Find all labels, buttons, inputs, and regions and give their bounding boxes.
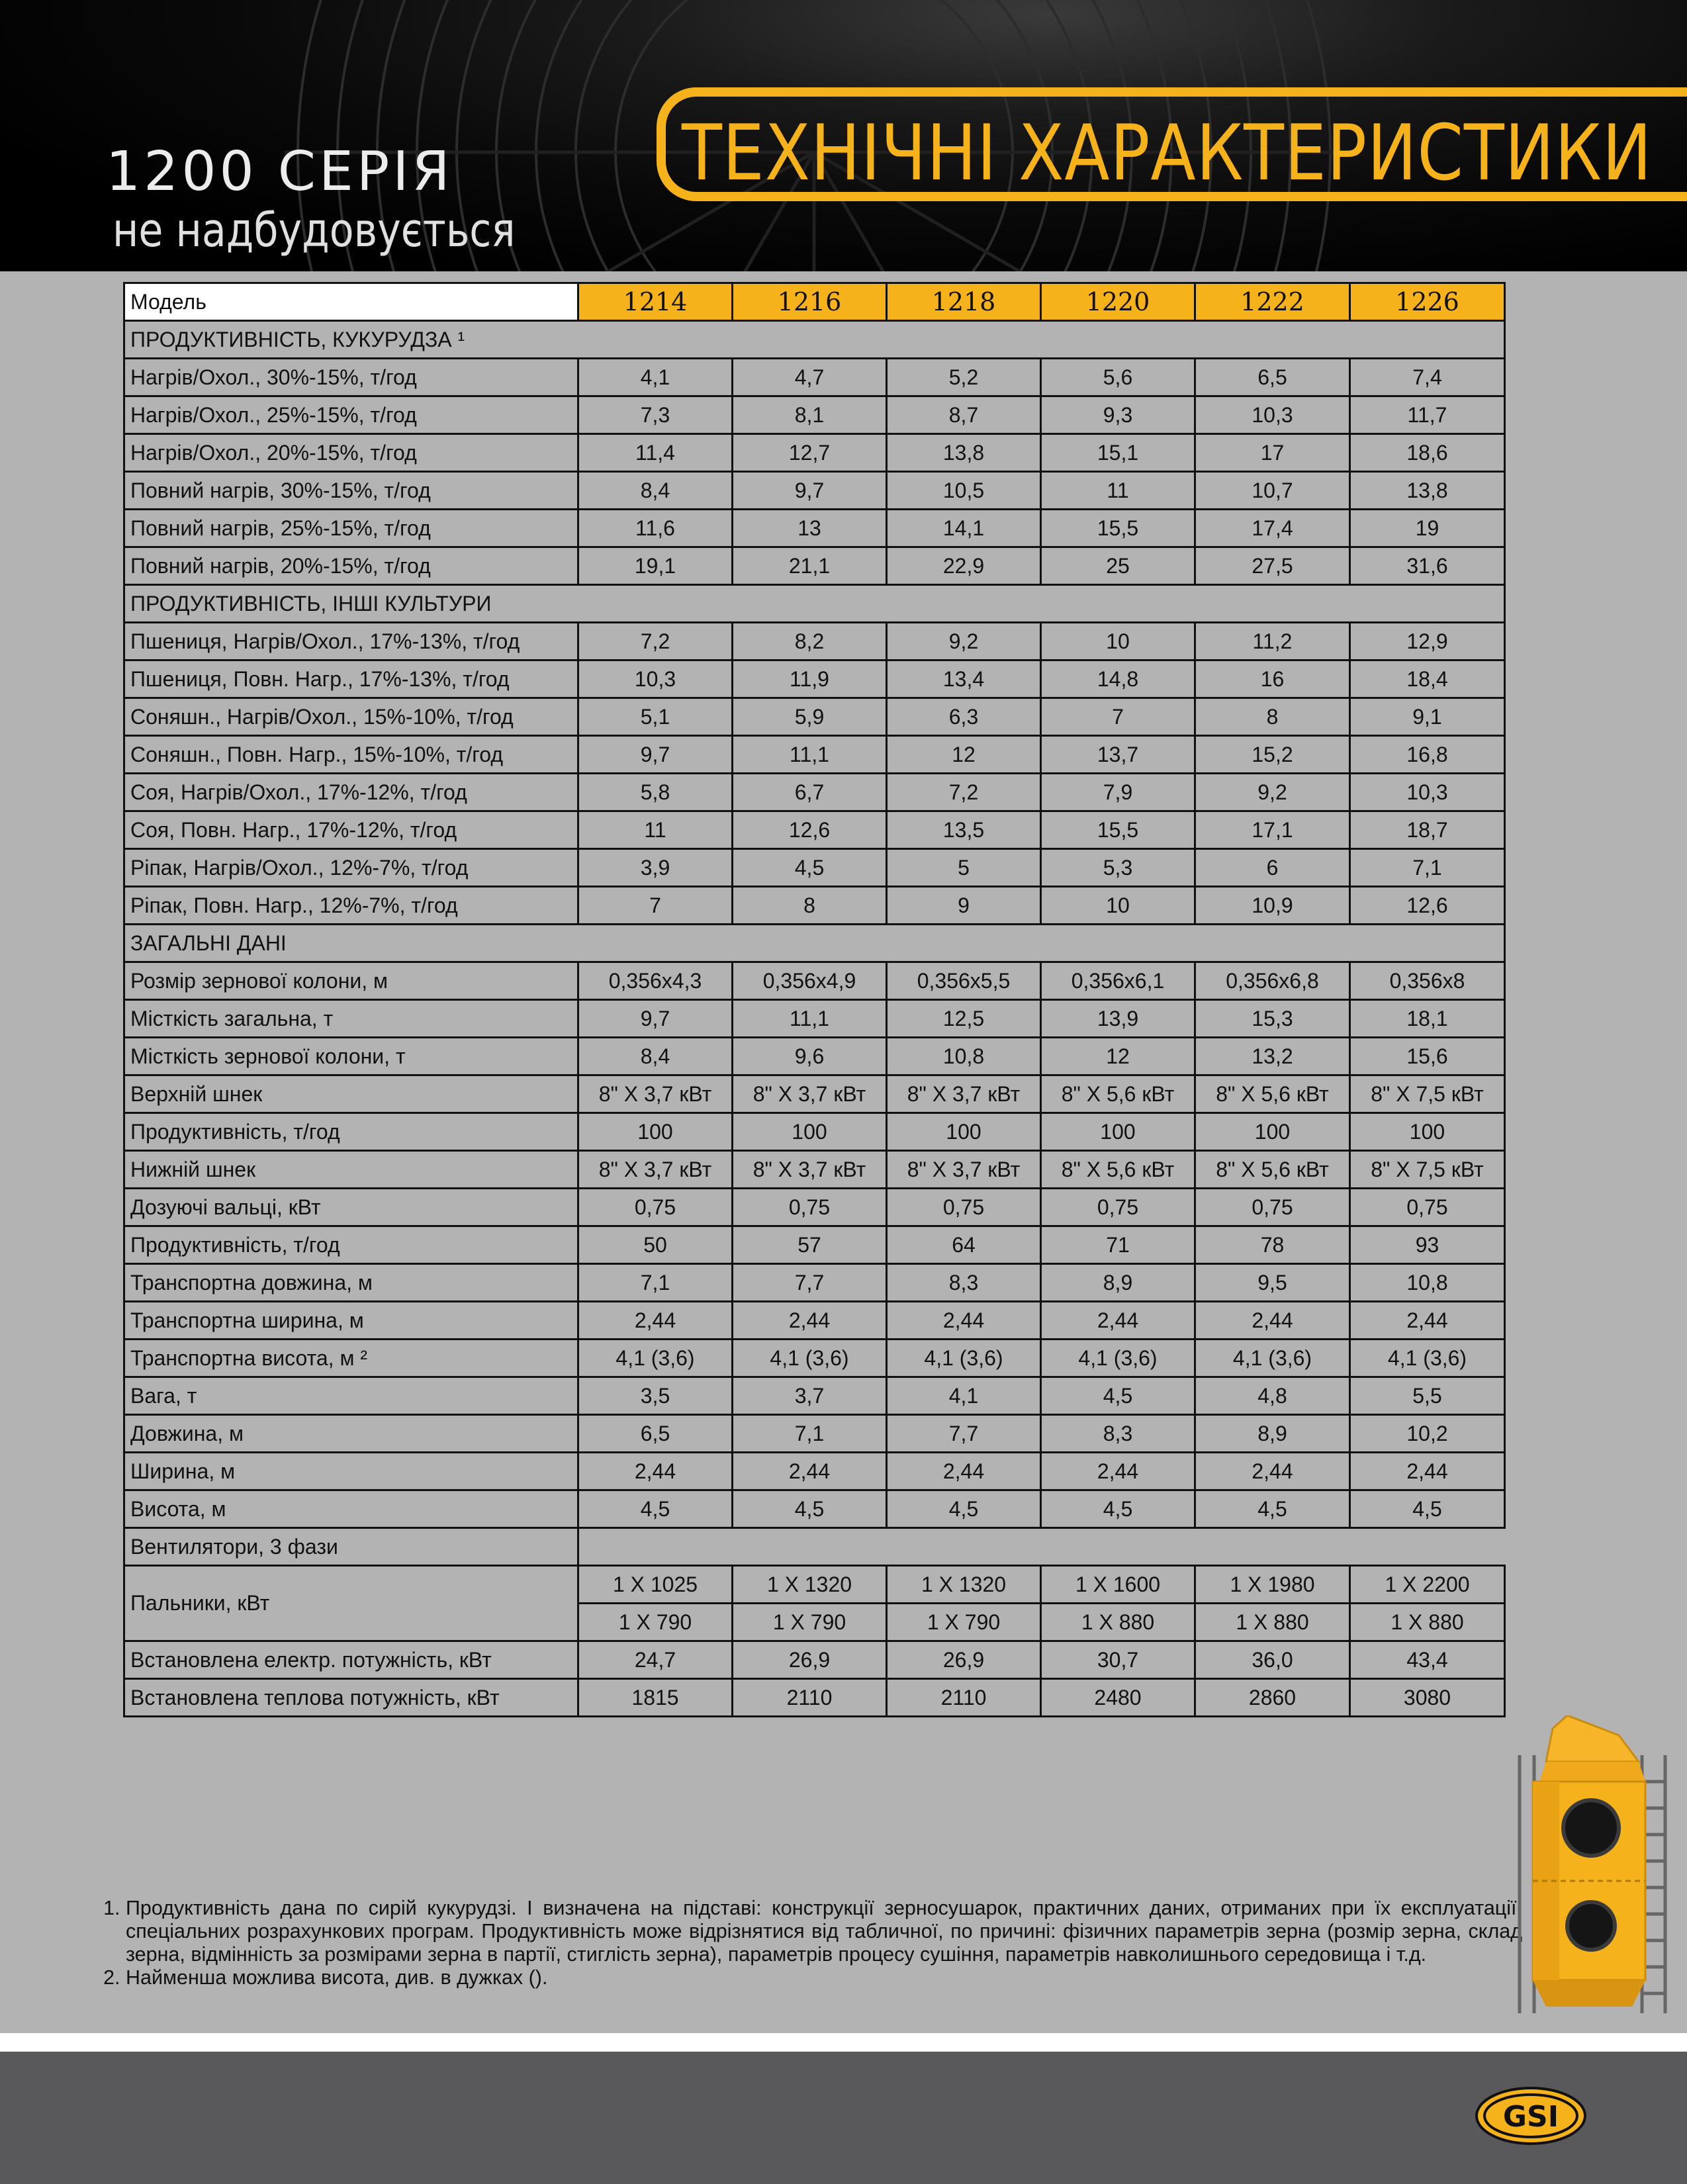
table-cell: 8,4 xyxy=(578,472,733,510)
table-cell: 10 xyxy=(1041,623,1195,660)
table-cell: 10,3 xyxy=(1195,396,1350,434)
table-cell: 8" X 5,6 кВт xyxy=(1195,1075,1350,1113)
table-cell: 9 xyxy=(887,887,1041,925)
table-cell: 2,44 xyxy=(1041,1453,1195,1490)
table-cell: 10 xyxy=(1041,887,1195,925)
burner-cell: 1 X 790 xyxy=(578,1604,733,1641)
footnotes xyxy=(99,1897,1522,1989)
row-label: Повний нагрів, 25%-15%, т/год xyxy=(124,510,578,547)
table-cell: 27,5 xyxy=(1195,547,1350,585)
row-label: Транспортна ширина, м xyxy=(124,1302,578,1340)
table-cell: 2,44 xyxy=(1350,1302,1505,1340)
table-cell: 7,2 xyxy=(887,774,1041,811)
table-cell: 10,3 xyxy=(1350,774,1505,811)
table-cell: 21,1 xyxy=(733,547,887,585)
table-cell: 17 xyxy=(1195,434,1350,472)
table-cell: 2,44 xyxy=(887,1302,1041,1340)
table-cell: 36,0 xyxy=(1195,1641,1350,1679)
table-row xyxy=(124,396,1505,434)
burner-cell: 1 X 880 xyxy=(1350,1604,1505,1641)
table-cell: 9,2 xyxy=(887,623,1041,660)
row-label: Повний нагрів, 20%-15%, т/год xyxy=(124,547,578,585)
table-cell: 7,2 xyxy=(578,623,733,660)
table-cell: 8" X 3,7 кВт xyxy=(887,1075,1041,1113)
table-cell: 2110 xyxy=(733,1679,887,1717)
table-cell: 4,1 (3,6) xyxy=(887,1340,1041,1377)
table-cell: 18,6 xyxy=(1350,434,1505,472)
footnote: 2. Найменша можлива висота, див. в дужках (). xyxy=(126,1966,1522,1989)
burner-cell: 1 X 1980 xyxy=(1195,1566,1350,1604)
burner-cell: 1 X 1025 xyxy=(578,1566,733,1604)
table-cell: 9,6 xyxy=(733,1038,887,1075)
table-row xyxy=(124,962,1505,1000)
table-cell: 8" X 5,6 кВт xyxy=(1041,1075,1195,1113)
table-cell: 8,9 xyxy=(1041,1264,1195,1302)
table-cell: 0,356x4,3 xyxy=(578,962,733,1000)
table-cell: 11,9 xyxy=(733,660,887,698)
row-label: Ширина, м xyxy=(124,1453,578,1490)
table-cell: 11,6 xyxy=(578,510,733,547)
fans-label: Вентилятори, 3 фази xyxy=(124,1528,578,1566)
row-label: Соняшн., Повн. Нагр., 15%-10%, т/год xyxy=(124,736,578,774)
table-cell: 3080 xyxy=(1350,1679,1505,1717)
table-cell: 10,2 xyxy=(1350,1415,1505,1453)
table-row xyxy=(124,1000,1505,1038)
table-cell: 2,44 xyxy=(1041,1302,1195,1340)
table-cell: 4,1 xyxy=(887,1377,1041,1415)
table-row xyxy=(124,1264,1505,1302)
table-cell: 16,8 xyxy=(1350,736,1505,774)
table-cell: 10,3 xyxy=(578,660,733,698)
table-cell: 93 xyxy=(1350,1226,1505,1264)
table-cell: 8" X 3,7 кВт xyxy=(733,1075,887,1113)
row-label: Місткість зернової колони, т xyxy=(124,1038,578,1075)
table-cell: 13,2 xyxy=(1195,1038,1350,1075)
table-cell: 10,5 xyxy=(887,472,1041,510)
burners-row xyxy=(124,1566,1505,1604)
model-header-row xyxy=(124,283,1505,321)
table-cell: 100 xyxy=(1041,1113,1195,1151)
table-row xyxy=(124,887,1505,925)
table-cell: 0,75 xyxy=(1041,1189,1195,1226)
table-cell: 8,9 xyxy=(1195,1415,1350,1453)
table-cell: 2480 xyxy=(1041,1679,1195,1717)
row-label: Місткість загальна, т xyxy=(124,1000,578,1038)
table-row xyxy=(124,1340,1505,1377)
table-cell: 4,5 xyxy=(887,1490,1041,1528)
model-1216: 1216 xyxy=(733,283,887,321)
table-cell: 7,7 xyxy=(733,1264,887,1302)
table-cell: 4,1 (3,6) xyxy=(1041,1340,1195,1377)
table-cell: 2860 xyxy=(1195,1679,1350,1717)
row-label: Нагрів/Охол., 30%-15%, т/год xyxy=(124,359,578,396)
burner-cell: 1 X 790 xyxy=(887,1604,1041,1641)
table-cell: 5 xyxy=(887,849,1041,887)
table-cell: 4,1 (3,6) xyxy=(1350,1340,1505,1377)
table-cell: 11,1 xyxy=(733,1000,887,1038)
table-cell: 57 xyxy=(733,1226,887,1264)
burner-cell: 1 X 1600 xyxy=(1041,1566,1195,1604)
table-cell: 15,2 xyxy=(1195,736,1350,774)
table-cell: 100 xyxy=(578,1113,733,1151)
table-cell: 12,6 xyxy=(1350,887,1505,925)
table-cell: 5,6 xyxy=(1041,359,1195,396)
table-cell: 0,75 xyxy=(578,1189,733,1226)
row-label: Довжина, м xyxy=(124,1415,578,1453)
table-row xyxy=(124,1189,1505,1226)
table-cell: 8,1 xyxy=(733,396,887,434)
row-label: Вага, т xyxy=(124,1377,578,1415)
table-cell: 100 xyxy=(1195,1113,1350,1151)
table-cell: 8" X 7,5 кВт xyxy=(1350,1075,1505,1113)
table-cell: 24,7 xyxy=(578,1641,733,1679)
row-label: Ріпак, Нагрів/Охол., 12%-7%, т/год xyxy=(124,849,578,887)
table-cell: 0,75 xyxy=(733,1189,887,1226)
table-cell: 7,3 xyxy=(578,396,733,434)
row-label: Нагрів/Охол., 20%-15%, т/год xyxy=(124,434,578,472)
model-1214: 1214 xyxy=(578,283,733,321)
burner-cell: 1 X 790 xyxy=(733,1604,887,1641)
table-cell: 5,9 xyxy=(733,698,887,736)
row-label: Повний нагрів, 30%-15%, т/год xyxy=(124,472,578,510)
table-cell: 43,4 xyxy=(1350,1641,1505,1679)
section-row xyxy=(124,321,1505,359)
table-cell: 22,9 xyxy=(887,547,1041,585)
row-label: Встановлена теплова потужність, кВт xyxy=(124,1679,578,1717)
table-cell: 2110 xyxy=(887,1679,1041,1717)
table-cell: 5,2 xyxy=(887,359,1041,396)
table-cell: 10,9 xyxy=(1195,887,1350,925)
table-cell: 3,9 xyxy=(578,849,733,887)
table-row xyxy=(124,359,1505,396)
table-cell: 0,356x8 xyxy=(1350,962,1505,1000)
table-cell: 8" X 3,7 кВт xyxy=(578,1075,733,1113)
table-cell: 0,75 xyxy=(1195,1189,1350,1226)
table-cell: 26,9 xyxy=(733,1641,887,1679)
section-title: ПРОДУКТИВНІСТЬ, КУКУРУДЗА ¹ xyxy=(124,321,1505,359)
table-cell: 15,6 xyxy=(1350,1038,1505,1075)
model-1218: 1218 xyxy=(887,283,1041,321)
table-cell: 18,1 xyxy=(1350,1000,1505,1038)
table-cell: 12,6 xyxy=(733,811,887,849)
section-title: ЗАГАЛЬНІ ДАНІ xyxy=(124,925,1505,962)
table-cell: 12 xyxy=(887,736,1041,774)
table-cell: 12,7 xyxy=(733,434,887,472)
footnote: 1. Продуктивність дана по сирій кукурудзі. І визначена на підставі: конструкції зерносушарок, практичних даних, отриманих при їх експлуатації, спеціальних розрахункових програм. Продуктивність може відрізнятися від табличної, по причині: фізичних параметрів зерна (розмір зерна, склад зерна, відмінність за розмірами зерна в партії, стиглість зерна), параметрів процесу сушіння, параметрів навколишнього середовища і т.д. xyxy=(126,1897,1522,1966)
table-cell: 13,8 xyxy=(887,434,1041,472)
row-label: Продуктивність, т/год xyxy=(124,1113,578,1151)
table-cell: 10,8 xyxy=(887,1038,1041,1075)
table-row xyxy=(124,1151,1505,1189)
table-cell: 100 xyxy=(1350,1113,1505,1151)
table-row xyxy=(124,1038,1505,1075)
table-cell: 2,44 xyxy=(1195,1453,1350,1490)
table-cell: 15,5 xyxy=(1041,510,1195,547)
table-cell: 8" X 7,5 кВт xyxy=(1350,1151,1505,1189)
table-cell: 4,1 (3,6) xyxy=(1195,1340,1350,1377)
table-cell: 0,356x6,8 xyxy=(1195,962,1350,1000)
table-cell: 25 xyxy=(1041,547,1195,585)
table-row xyxy=(124,660,1505,698)
table-cell: 4,1 (3,6) xyxy=(578,1340,733,1377)
table-cell: 11 xyxy=(1041,472,1195,510)
table-row xyxy=(124,849,1505,887)
table-cell: 5,5 xyxy=(1350,1377,1505,1415)
row-label: Пшениця, Повн. Нагр., 17%-13%, т/год xyxy=(124,660,578,698)
table-cell: 7 xyxy=(578,887,733,925)
row-label: Встановлена електр. потужність, кВт xyxy=(124,1641,578,1679)
table-cell: 4,8 xyxy=(1195,1377,1350,1415)
table-cell: 15,5 xyxy=(1041,811,1195,849)
table-cell: 11,4 xyxy=(578,434,733,472)
table-cell: 11 xyxy=(578,811,733,849)
table-cell: 4,1 xyxy=(578,359,733,396)
table-cell: 11,2 xyxy=(1195,623,1350,660)
table-cell: 2,44 xyxy=(1195,1302,1350,1340)
row-label: Висота, м xyxy=(124,1490,578,1528)
burner-cell: 1 X 880 xyxy=(1041,1604,1195,1641)
table-cell: 64 xyxy=(887,1226,1041,1264)
table-cell: 12 xyxy=(1041,1038,1195,1075)
table-row xyxy=(124,472,1505,510)
table-cell: 4,5 xyxy=(1041,1490,1195,1528)
table-cell: 17,1 xyxy=(1195,811,1350,849)
table-cell: 7,7 xyxy=(887,1415,1041,1453)
burner-cell: 1 X 2200 xyxy=(1350,1566,1505,1604)
fans-row xyxy=(124,1528,1505,1547)
row-label: Транспортна довжина, м xyxy=(124,1264,578,1302)
table-row xyxy=(124,1302,1505,1340)
table-row xyxy=(124,811,1505,849)
table-row xyxy=(124,774,1505,811)
row-label: Соя, Нагрів/Охол., 17%-12%, т/год xyxy=(124,774,578,811)
table-cell: 0,75 xyxy=(887,1189,1041,1226)
table-cell: 19 xyxy=(1350,510,1505,547)
table-row xyxy=(124,1415,1505,1453)
table-cell: 100 xyxy=(887,1113,1041,1151)
section-row xyxy=(124,925,1505,962)
table-cell: 2,44 xyxy=(887,1453,1041,1490)
table-cell: 11,7 xyxy=(1350,396,1505,434)
header-banner xyxy=(0,0,1687,271)
table-cell: 9,7 xyxy=(733,472,887,510)
table-row xyxy=(124,1075,1505,1113)
spec-table xyxy=(123,282,1506,1717)
table-cell: 3,5 xyxy=(578,1377,733,1415)
table-cell: 7,1 xyxy=(578,1264,733,1302)
table-cell: 0,356x5,5 xyxy=(887,962,1041,1000)
table-cell: 5,8 xyxy=(578,774,733,811)
footer-band xyxy=(0,2052,1687,2184)
row-label: Ріпак, Повн. Нагр., 12%-7%, т/год xyxy=(124,887,578,925)
table-cell: 14,8 xyxy=(1041,660,1195,698)
model-1222: 1222 xyxy=(1195,283,1350,321)
row-label: Нижній шнек xyxy=(124,1151,578,1189)
table-cell: 9,7 xyxy=(578,1000,733,1038)
table-cell: 100 xyxy=(733,1113,887,1151)
table-cell: 8" X 5,6 кВт xyxy=(1041,1151,1195,1189)
table-cell: 2,44 xyxy=(1350,1453,1505,1490)
row-label: Соя, Повн. Нагр., 17%-12%, т/год xyxy=(124,811,578,849)
section-row xyxy=(124,585,1505,623)
table-cell: 4,5 xyxy=(733,849,887,887)
table-cell: 50 xyxy=(578,1226,733,1264)
model-1226: 1226 xyxy=(1350,283,1505,321)
table-cell: 13,9 xyxy=(1041,1000,1195,1038)
page-title: ТЕХНІЧНІ ХАРАКТЕРИСТИКИ xyxy=(682,109,1653,198)
table-cell: 31,6 xyxy=(1350,547,1505,585)
table-cell: 11,1 xyxy=(733,736,887,774)
table-cell: 8" X 3,7 кВт xyxy=(578,1151,733,1189)
table-cell: 7 xyxy=(1041,698,1195,736)
table-cell: 7,1 xyxy=(1350,849,1505,887)
table-cell: 0,75 xyxy=(1350,1189,1505,1226)
table-cell: 8" X 3,7 кВт xyxy=(733,1151,887,1189)
table-cell: 6,5 xyxy=(1195,359,1350,396)
table-cell: 15,1 xyxy=(1041,434,1195,472)
table-row xyxy=(124,434,1505,472)
table-cell: 13,8 xyxy=(1350,472,1505,510)
table-cell: 6,5 xyxy=(578,1415,733,1453)
burner-cell: 1 X 880 xyxy=(1195,1604,1350,1641)
gsi-logo xyxy=(1475,2086,1587,2146)
table-cell: 2,44 xyxy=(733,1302,887,1340)
row-label: Соняшн., Нагрів/Охол., 15%-10%, т/год xyxy=(124,698,578,736)
row-label: Нагрів/Охол., 25%-15%, т/год xyxy=(124,396,578,434)
table-cell: 8,7 xyxy=(887,396,1041,434)
row-label: Продуктивність, т/год xyxy=(124,1226,578,1264)
table-cell: 8,3 xyxy=(1041,1415,1195,1453)
section-title: ПРОДУКТИВНІСТЬ, ІНШІ КУЛЬТУРИ xyxy=(124,585,1505,623)
table-row xyxy=(124,547,1505,585)
footer-divider xyxy=(0,2033,1687,2052)
series-subheading: не надбудовується xyxy=(113,203,516,257)
table-cell: 9,5 xyxy=(1195,1264,1350,1302)
table-cell: 12,5 xyxy=(887,1000,1041,1038)
table-row xyxy=(124,510,1505,547)
row-label: Розмір зернової колони, м xyxy=(124,962,578,1000)
table-row xyxy=(124,1453,1505,1490)
grain-dryer-illustration xyxy=(1506,1715,1672,2020)
table-cell: 9,3 xyxy=(1041,396,1195,434)
table-row xyxy=(124,1490,1505,1528)
series-heading: 1200 СЕРІЯ xyxy=(106,140,453,203)
row-label: Транспортна висота, м ² xyxy=(124,1340,578,1377)
table-cell: 7,9 xyxy=(1041,774,1195,811)
table-cell: 4,5 xyxy=(1350,1490,1505,1528)
table-cell: 16 xyxy=(1195,660,1350,698)
table-cell: 13,7 xyxy=(1041,736,1195,774)
table-row xyxy=(124,1377,1505,1415)
table-cell: 14,1 xyxy=(887,510,1041,547)
table-cell: 6,3 xyxy=(887,698,1041,736)
table-cell: 13,5 xyxy=(887,811,1041,849)
table-cell: 6,7 xyxy=(733,774,887,811)
table-cell: 78 xyxy=(1195,1226,1350,1264)
table-cell: 18,7 xyxy=(1350,811,1505,849)
table-cell: 1815 xyxy=(578,1679,733,1717)
table-row xyxy=(124,1226,1505,1264)
table-cell: 19,1 xyxy=(578,547,733,585)
table-cell: 26,9 xyxy=(887,1641,1041,1679)
table-cell: 13 xyxy=(733,510,887,547)
table-cell: 10,8 xyxy=(1350,1264,1505,1302)
table-row xyxy=(124,736,1505,774)
table-cell: 9,7 xyxy=(578,736,733,774)
table-cell: 0,356x4,9 xyxy=(733,962,887,1000)
table-cell: 8 xyxy=(733,887,887,925)
burner-cell: 1 X 1320 xyxy=(733,1566,887,1604)
table-cell: 4,5 xyxy=(733,1490,887,1528)
row-label: Пшениця, Нагрів/Охол., 17%-13%, т/год xyxy=(124,623,578,660)
table-cell: 8,4 xyxy=(578,1038,733,1075)
burners-label: Пальники, кВт xyxy=(124,1566,578,1641)
table-cell: 2,44 xyxy=(578,1453,733,1490)
row-label: Верхній шнек xyxy=(124,1075,578,1113)
table-cell: 5,1 xyxy=(578,698,733,736)
table-cell: 71 xyxy=(1041,1226,1195,1264)
table-cell: 10,7 xyxy=(1195,472,1350,510)
table-cell: 8 xyxy=(1195,698,1350,736)
table-row xyxy=(124,1113,1505,1151)
row-label: Дозуючі вальці, кВт xyxy=(124,1189,578,1226)
table-cell: 17,4 xyxy=(1195,510,1350,547)
table-row xyxy=(124,698,1505,736)
table-cell: 8" X 3,7 кВт xyxy=(887,1151,1041,1189)
logo-text: GSI xyxy=(1502,2100,1559,2134)
table-row xyxy=(124,1641,1505,1679)
table-cell: 2,44 xyxy=(578,1302,733,1340)
table-cell: 15,3 xyxy=(1195,1000,1350,1038)
table-cell: 30,7 xyxy=(1041,1641,1195,1679)
table-cell: 4,5 xyxy=(578,1490,733,1528)
table-cell: 5,3 xyxy=(1041,849,1195,887)
burner-cell: 1 X 1320 xyxy=(887,1566,1041,1604)
table-cell: 9,2 xyxy=(1195,774,1350,811)
table-cell: 12,9 xyxy=(1350,623,1505,660)
table-cell: 8,3 xyxy=(887,1264,1041,1302)
table-cell: 4,7 xyxy=(733,359,887,396)
table-cell: 7,4 xyxy=(1350,359,1505,396)
table-cell: 9,1 xyxy=(1350,698,1505,736)
table-cell: 8" X 5,6 кВт xyxy=(1195,1151,1350,1189)
table-cell: 0,356x6,1 xyxy=(1041,962,1195,1000)
table-cell: 4,5 xyxy=(1041,1377,1195,1415)
table-cell: 18,4 xyxy=(1350,660,1505,698)
model-label: Модель xyxy=(124,283,578,321)
table-cell: 4,1 (3,6) xyxy=(733,1340,887,1377)
table-cell: 6 xyxy=(1195,849,1350,887)
table-cell: 8,2 xyxy=(733,623,887,660)
table-cell: 4,5 xyxy=(1195,1490,1350,1528)
table-cell: 7,1 xyxy=(733,1415,887,1453)
table-row xyxy=(124,1679,1505,1717)
table-cell: 3,7 xyxy=(733,1377,887,1415)
table-row xyxy=(124,623,1505,660)
model-1220: 1220 xyxy=(1041,283,1195,321)
table-cell: 2,44 xyxy=(733,1453,887,1490)
table-cell: 13,4 xyxy=(887,660,1041,698)
